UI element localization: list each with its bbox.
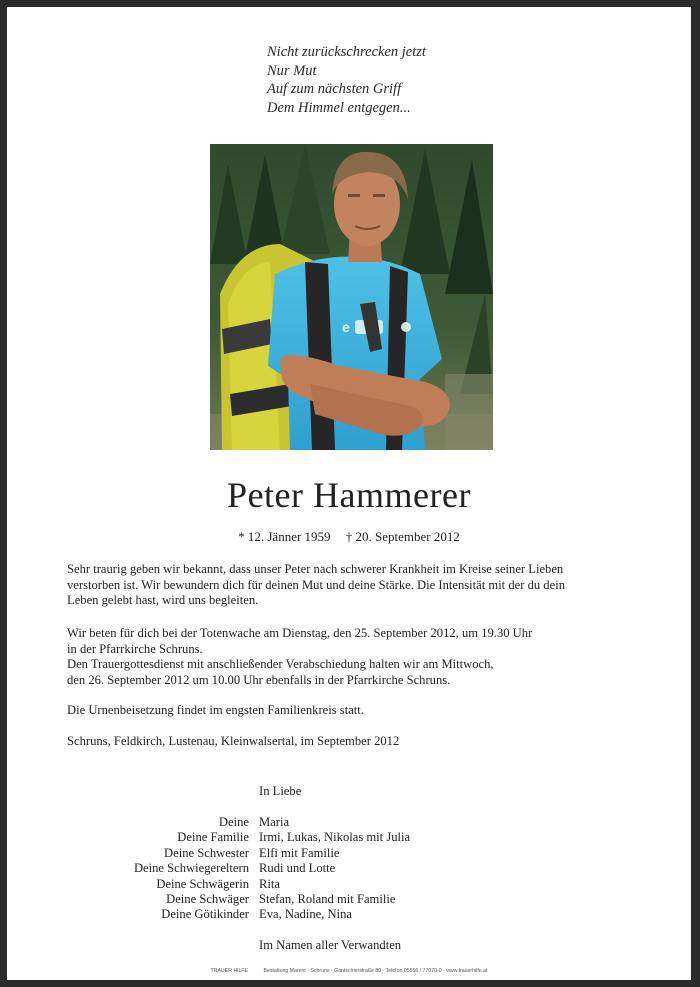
place-date-text: Schruns, Feldkirch, Lustenau, Kleinwalsertal, im September 2012 [67,734,400,748]
poem-line: Auf zum nächsten Griff [267,81,402,97]
relative-names: Stefan, Roland mit Familie [259,892,396,907]
svg-text:e: e [342,319,350,335]
relative-row [67,907,627,922]
burial-note [67,703,647,719]
relative-names: Irmi, Lukas, Nikolas mit Julia [259,830,411,845]
relative-label: Deine Schwägerin [156,876,249,891]
birth-date: * 12. Jänner 1959 [238,529,331,544]
on-behalf-text: Im Namen aller Verwandten [259,938,402,952]
deceased-name: Peter Hammerer [227,475,471,515]
relative-names: Elfi mit Familie [259,845,340,860]
obituary-page [7,7,691,980]
relative-row [67,877,627,892]
relative-label: Deine Schwiegereltern [133,861,249,876]
relative-names: Rudi und Lotte [259,861,336,876]
poem-line: Dem Himmel entgegen... [267,99,411,116]
in-love-text: In Liebe [259,784,302,798]
relative-names: Eva, Nadine, Nina [259,907,353,922]
relative-names: Maria [259,815,290,829]
announcement-paragraph [67,562,647,609]
portrait-photo [210,144,493,450]
services-paragraph [67,626,647,688]
relative-names: Rita [259,876,280,891]
relative-label: Deine Götikinder [161,907,249,922]
services-line: Wir beten für dich bei der Totenwache am Dienstag, den 25. September 2012, um 19.30 Uhr [67,626,533,640]
announcement-line: Sehr traurig geben wir bekannt, dass unser Peter nach schwerer Krankheit im Kreise seiner Lieben [67,562,564,576]
poem-line: Nicht zurückschrecken jetzt [267,44,426,60]
life-dates [7,529,691,545]
relative-row [67,846,627,861]
relative-label: Deine [218,815,249,829]
relatives-list [67,815,627,923]
services-line: den 26. September 2012 um 10.00 Uhr ebenfalls in der Pfarrkirche Schruns. [67,672,451,687]
relative-row [67,861,627,876]
poem [267,43,426,117]
place-date [67,734,647,750]
footer-brand: TRAUER HILFE [210,968,249,974]
relative-label: Deine Schwäger [166,892,249,907]
footer [7,968,691,974]
death-date: † 20. September 2012 [345,529,460,544]
announcement-line: verstorben ist. Wir bewundern dich für deinen Mut und deine Stärke. Die Intensität mit der du dein [67,577,565,592]
announcement-line: Leben gelebt hast, wird uns begleiten. [67,593,259,607]
services-line: in der Pfarrkirche Schruns. [67,641,203,656]
relative-label: Deine Familie [177,830,249,845]
relative-row [67,815,627,830]
footer-details: Bestattung Marent · Schruns · Gantschierstraße 80 · Telefon 05556 / 77070-0 · www.trauerhilfe.at [263,968,488,974]
relative-row [67,892,627,907]
relative-label: Deine Schwester [164,845,249,860]
poem-line: Nur Mut [267,62,317,79]
relative-row [67,830,627,845]
burial-text: Die Urnenbeisetzung findet im engsten Familienkreis statt. [67,703,364,717]
services-line: Den Trauergottesdienst mit anschließender Verabschiedung halten wir am Mittwoch, [67,657,494,671]
